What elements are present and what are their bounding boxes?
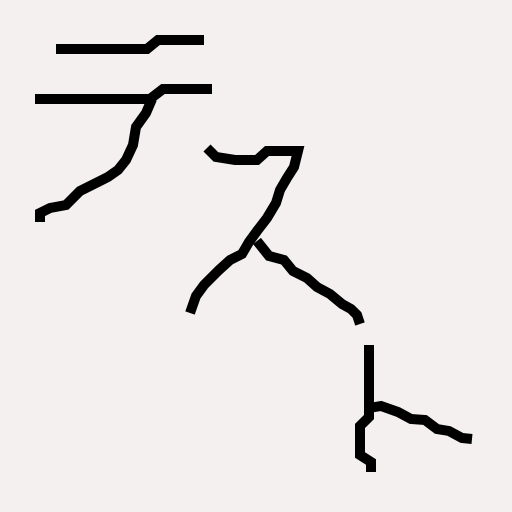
su-stroke-tail xyxy=(257,241,360,324)
glyph-to xyxy=(360,345,472,472)
to-stroke-diagonal xyxy=(369,406,472,439)
su-stroke-upper xyxy=(190,148,298,313)
glyph-te xyxy=(35,40,212,222)
te-stroke-top xyxy=(56,40,204,49)
glyph-su xyxy=(190,148,360,324)
te-stroke-middle xyxy=(35,89,212,99)
te-stroke-hook xyxy=(40,99,152,222)
